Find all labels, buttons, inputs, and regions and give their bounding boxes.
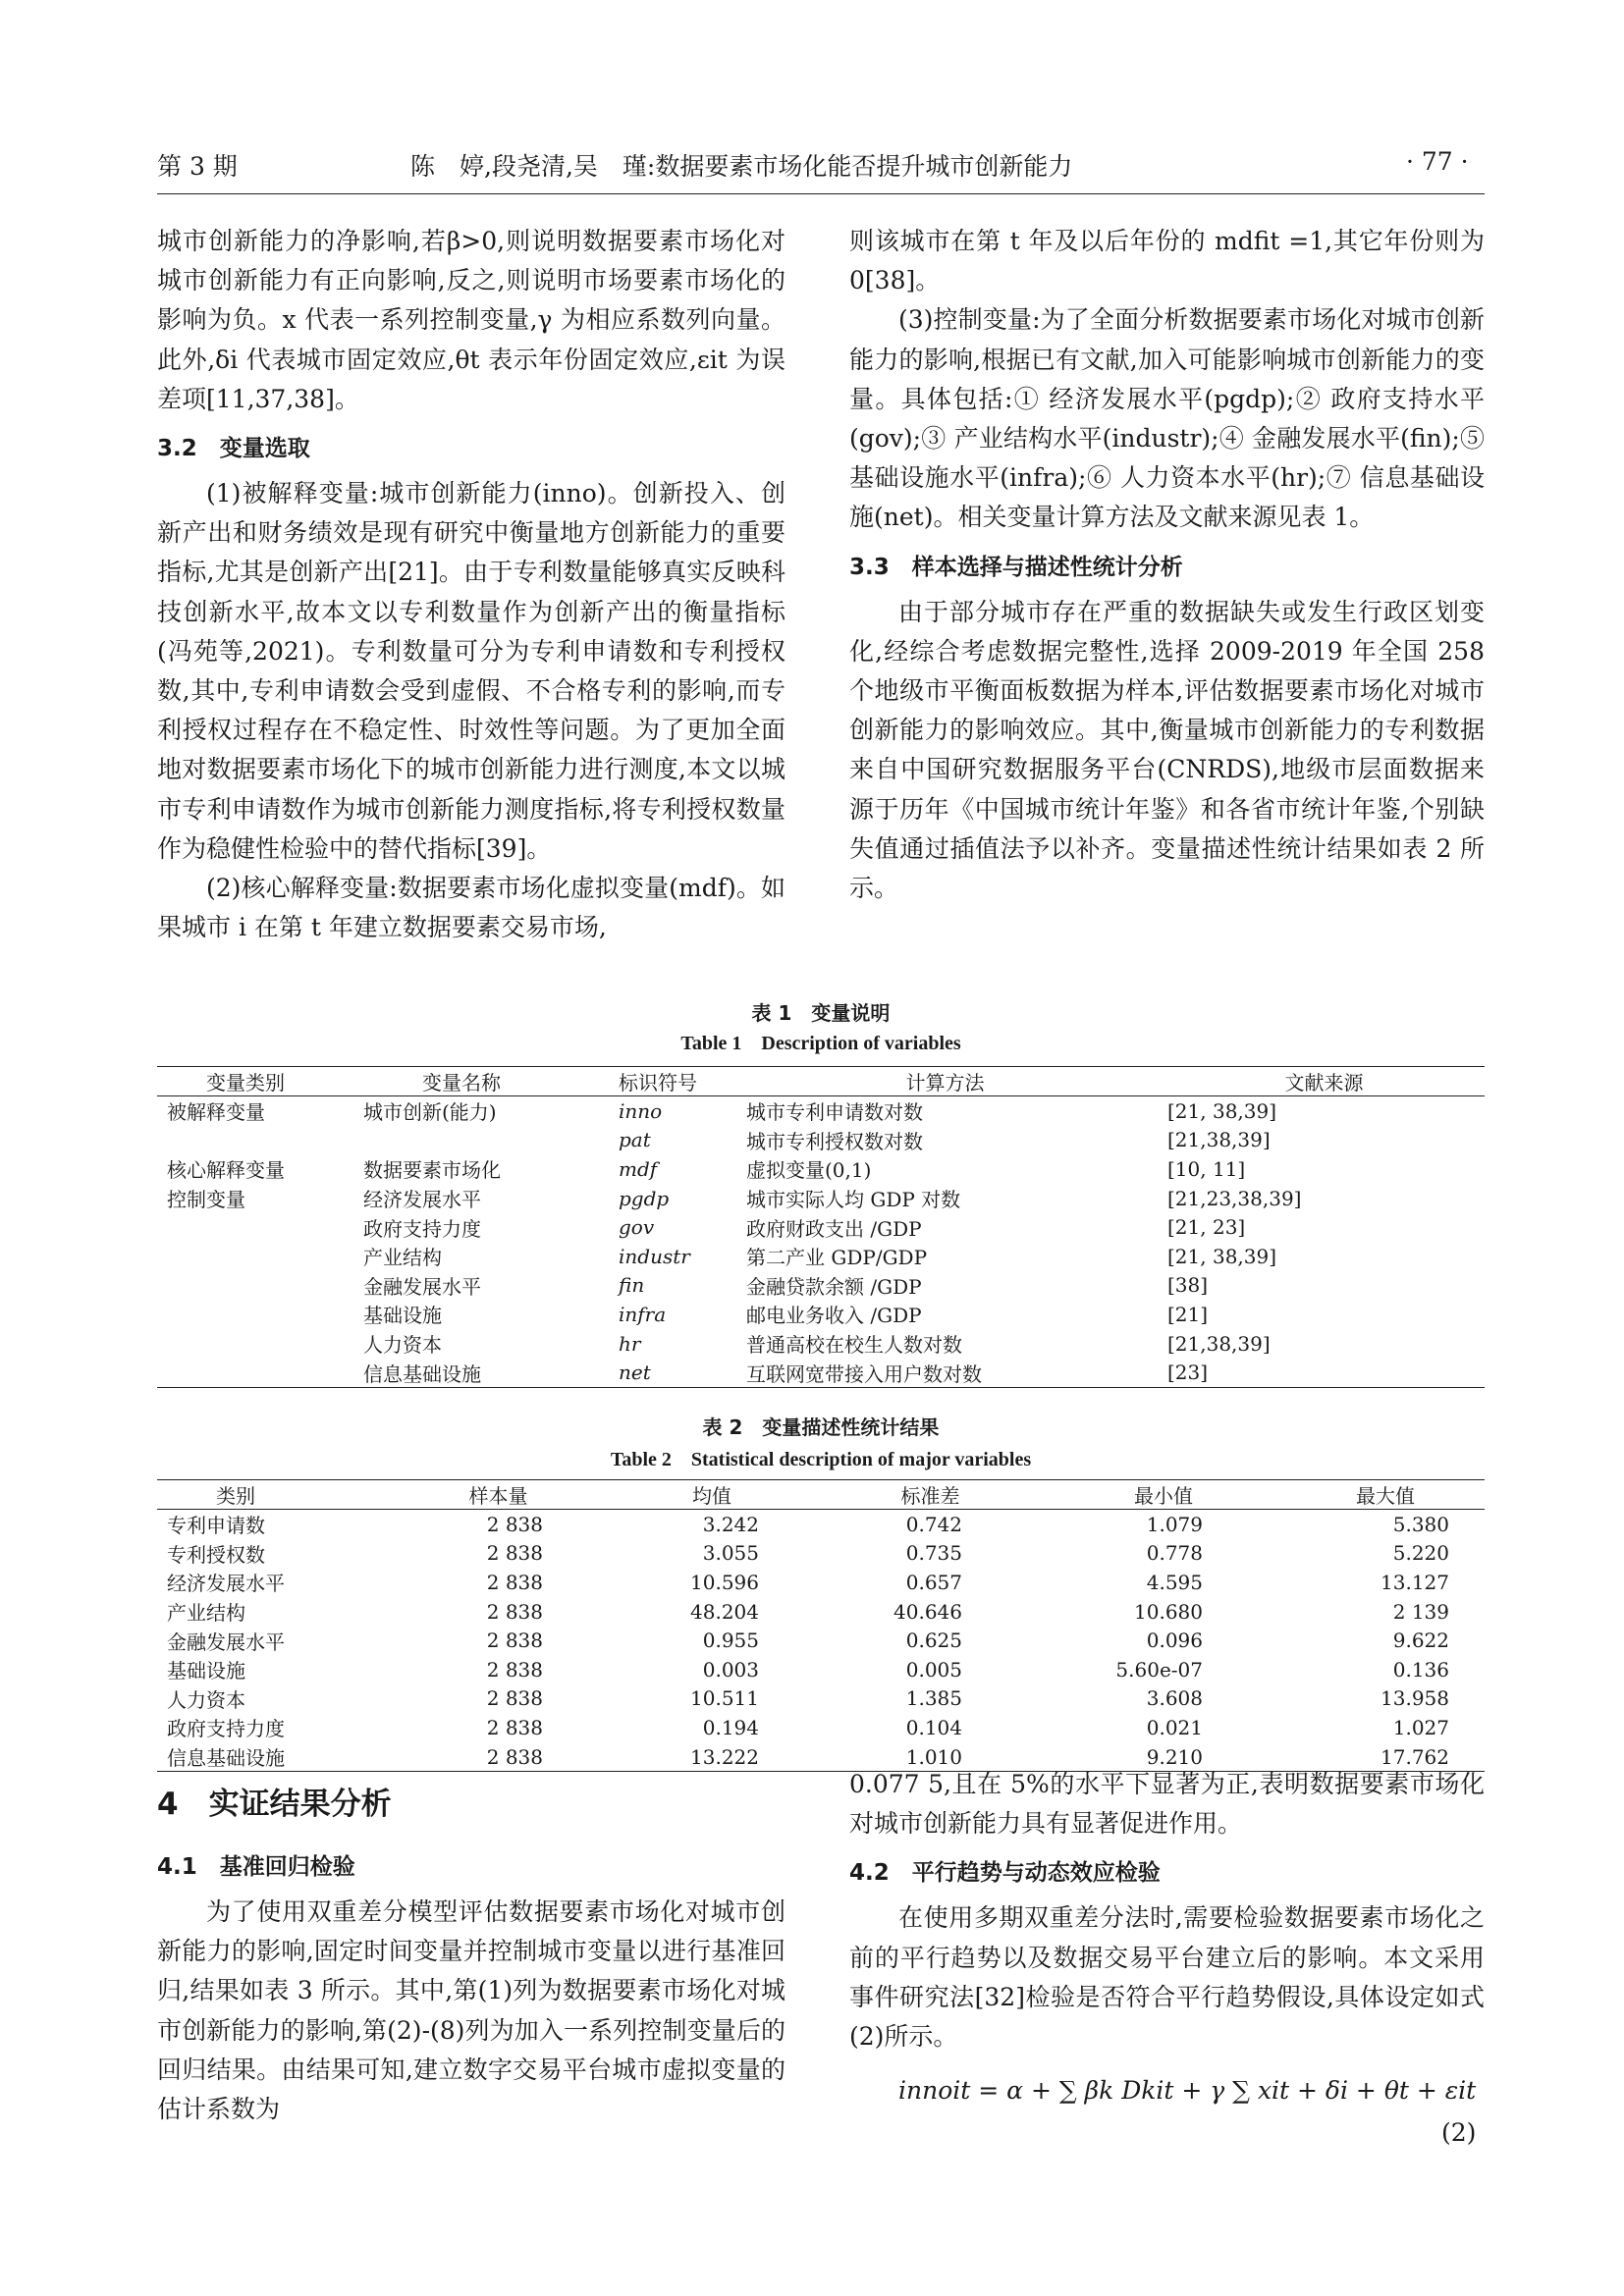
paragraph: 0.077 5,且在 5%的水平下显著为正,表明数据要素市场化对城市创新能力具有显著促进作用。 xyxy=(849,1770,1485,1839)
left-column-top xyxy=(157,222,785,947)
table2-row xyxy=(157,1597,1485,1627)
section-heading-4-2: 4.2 平行趋势与动态效应检验 xyxy=(849,1860,1161,1887)
table2-cell: 0.136 xyxy=(1392,1657,1449,1682)
table2-caption-zh: 表 2 变量描述性统计结果 xyxy=(702,1415,940,1439)
table1-cell xyxy=(334,1126,589,1155)
table1-cell: gov xyxy=(619,1215,655,1240)
table1-row xyxy=(157,1300,1485,1329)
table2-cell: 13.958 xyxy=(1380,1686,1449,1711)
paragraph: (2)核心解释变量:数据要素市场化虚拟变量(mdf)。如果城市 i 在第 t 年建立数据要素交易市场, xyxy=(157,874,785,942)
table1-cell: [21,38,39] xyxy=(1167,1331,1271,1356)
table2-cell: 0.096 xyxy=(1146,1629,1203,1653)
table2-cell: 金融发展水平 xyxy=(167,1629,285,1654)
table1-cell: pat xyxy=(619,1128,651,1152)
table2-cell: 2 838 xyxy=(486,1541,543,1566)
table1-header-cell: 变量名称 xyxy=(334,1067,589,1096)
table2-header-cell: 类别 xyxy=(157,1480,393,1510)
table1-cell: 城市专利申请数对数 xyxy=(746,1100,923,1125)
table1-cell: 城市创新(能力) xyxy=(363,1100,497,1125)
section-heading-3-2: 3.2 变量选取 xyxy=(157,436,310,462)
table1-cell: 普通高校在校生人数对数 xyxy=(746,1333,962,1358)
table1-cell: 政府财政支出 /GDP xyxy=(746,1216,922,1241)
table1-header-row xyxy=(157,1067,1485,1096)
table1-row xyxy=(157,1184,1485,1213)
table1-cell: [21,38,39] xyxy=(1167,1128,1271,1152)
table1-row xyxy=(157,1271,1485,1301)
table2-cell: 2 838 xyxy=(486,1599,543,1624)
right-column-top xyxy=(849,222,1485,908)
table1-cell: inno xyxy=(619,1098,663,1123)
table1-cell: [23] xyxy=(1164,1358,1485,1387)
table2-row xyxy=(157,1568,1485,1597)
table2-row xyxy=(157,1626,1485,1655)
table2-cell: 1.385 xyxy=(905,1686,962,1711)
table1-cell: [38] xyxy=(1167,1273,1209,1298)
table1 xyxy=(157,1066,1485,1388)
table1-row xyxy=(157,1242,1485,1271)
table1-cell: 第二产业 GDP/GDP xyxy=(746,1246,928,1270)
table2-cell: 0.005 xyxy=(905,1657,962,1682)
table1-header-cell: 标识符号 xyxy=(589,1067,727,1096)
table1-cell: [21,23,38,39] xyxy=(1167,1186,1302,1210)
table1-cell: pgdp xyxy=(619,1186,670,1210)
table2-cell: 信息基础设施 xyxy=(157,1742,393,1772)
table2-cell: 2 838 xyxy=(486,1715,543,1739)
table2-cell: 专利申请数 xyxy=(167,1514,265,1538)
table2-cell: 1.079 xyxy=(1146,1512,1203,1536)
section-heading-3-3: 3.3 样本选择与描述性统计分析 xyxy=(849,554,1183,580)
table1-cell: 基础设施 xyxy=(363,1304,442,1328)
table2-cell: 2 838 xyxy=(393,1742,604,1772)
table2-cell: 5.220 xyxy=(1392,1541,1449,1566)
table1-cell: [21, 38,39] xyxy=(1167,1244,1277,1268)
table2-cell: 2 838 xyxy=(486,1629,543,1653)
table2-cell: 2 838 xyxy=(486,1686,543,1711)
table2 xyxy=(157,1479,1485,1772)
table1-cell: 信息基础设施 xyxy=(334,1358,589,1387)
table2-cell: 10.680 xyxy=(1134,1599,1203,1624)
table2-cell: 0.735 xyxy=(905,1541,962,1566)
table1-cell: hr xyxy=(619,1331,641,1356)
table1-header-cell: 文献来源 xyxy=(1164,1067,1485,1096)
table1-cell: 数据要素市场化 xyxy=(363,1158,501,1183)
table1-cell: 城市专利授权数对数 xyxy=(746,1129,923,1153)
table2-cell: 40.646 xyxy=(893,1599,962,1624)
page-number: · 77 · xyxy=(1406,147,1469,176)
table1-cell: 人力资本 xyxy=(363,1333,442,1358)
table2-header-cell: 最小值 xyxy=(1041,1480,1286,1510)
table1-cell: 虚拟变量(0,1) xyxy=(746,1158,872,1183)
table1-cell: 控制变量 xyxy=(167,1188,245,1212)
paragraph: (3)控制变量:为了全面分析数据要素市场化对城市创新能力的影响,根据已有文献,加入可能影响城市创新能力的变量。具体包括:① 经济发展水平(pgdp);② 政府支持水平(gov);③ 产业结构水平(industr);④ 金融发展水平(fin);⑤ 基础设施水平(infra);⑥ 人力资本水平(hr);⑦ 信息基础设施(net)。相关变量计算方法及文献来源见表 1。 xyxy=(849,305,1485,532)
table1-cell: 政府支持力度 xyxy=(363,1216,481,1241)
table2-cell: 10.511 xyxy=(690,1686,759,1711)
table2-cell: 10.596 xyxy=(690,1570,759,1594)
table2-cell: 2 838 xyxy=(486,1570,543,1594)
table2-cell: 0.021 xyxy=(1146,1715,1203,1739)
table1-cell: net xyxy=(589,1358,727,1387)
table2-cell: 基础设施 xyxy=(167,1659,245,1683)
table2-cell: 2 838 xyxy=(486,1657,543,1682)
table2-cell: 专利授权数 xyxy=(167,1542,265,1567)
table2-cell: 1.010 xyxy=(820,1742,1041,1772)
table2-cell: 0.194 xyxy=(702,1715,759,1739)
table2-cell: 2 838 xyxy=(486,1512,543,1536)
table1-cell: mdf xyxy=(619,1156,658,1181)
table1-cell xyxy=(157,1271,334,1301)
table1-cell xyxy=(157,1329,334,1359)
table2-cell: 2 139 xyxy=(1392,1599,1449,1624)
table2-cell: 人力资本 xyxy=(167,1687,245,1712)
table2-row xyxy=(157,1713,1485,1742)
table1-caption-zh: 表 1 变量说明 xyxy=(751,1001,891,1025)
issue-number: 第 3 期 xyxy=(157,152,238,181)
table1-row xyxy=(157,1329,1485,1359)
table2-cell: 产业结构 xyxy=(167,1601,245,1626)
table1-cell: infra xyxy=(619,1302,667,1326)
table1-row xyxy=(157,1212,1485,1242)
paragraph: 为了使用双重差分模型评估数据要素市场化对城市创新能力的影响,固定时间变量并控制城市变量以进行基准回归,结果如表 3 所示。其中,第(1)列为数据要素市场化对城市创新能力的影响,第(2)-(8)列为加入一系列控制变量后的回归结果。由结果可知,建立数字交易平台城市虚拟变量的估计系数为 xyxy=(157,1897,785,2124)
table1-cell: 产业结构 xyxy=(363,1246,442,1270)
table2-cell: 0.104 xyxy=(905,1715,962,1739)
table2-cell: 5.380 xyxy=(1392,1512,1449,1536)
table2-caption-en: Table 2 Statistical description of major variables xyxy=(610,1449,1032,1470)
paragraph: 由于部分城市存在严重的数据缺失或发生行政区划变化,经综合考虑数据完整性,选择 2009-2019 年全国 258 个地级市平衡面板数据为样本,评估数据要素市场化对城市创新能力的影响效应。其中,衡量城市创新能力的专利数据来自中国研究数据服务平台(CNRDS),地级市层面数据来源于历年《中国城市统计年鉴》和各省市统计年鉴,个别缺失值通过插值法予以补齐。变量描述性统计结果如表 2 所示。 xyxy=(849,597,1485,903)
table1-cell: 核心解释变量 xyxy=(167,1158,285,1183)
table2-cell: 0.625 xyxy=(905,1629,962,1653)
paragraph: 在使用多期双重差分法时,需要检验数据要素市场化之前的平行趋势以及数据交易平台建立后的影响。本文采用事件研究法[32]检验是否符合平行趋势假设,具体设定如式(2)所示。 xyxy=(849,1903,1485,2052)
table2-cell: 17.762 xyxy=(1286,1742,1485,1772)
table2-cell: 0.778 xyxy=(1146,1541,1203,1566)
table2-cell: 4.595 xyxy=(1146,1570,1203,1594)
table2-cell: 0.657 xyxy=(905,1570,962,1594)
table1-row xyxy=(157,1154,1485,1184)
table2-row xyxy=(157,1539,1485,1569)
table1-cell xyxy=(157,1242,334,1271)
table1-cell xyxy=(157,1358,334,1387)
table1-cell: [10, 11] xyxy=(1167,1156,1246,1181)
table2-cell: 3.055 xyxy=(702,1541,759,1566)
table1-header-cell: 变量类别 xyxy=(157,1067,334,1096)
table2-cell: 3.242 xyxy=(702,1512,759,1536)
table2-cell: 政府支持力度 xyxy=(167,1717,285,1741)
table2-cell: 9.622 xyxy=(1392,1629,1449,1653)
table2-header-cell: 标准差 xyxy=(820,1480,1041,1510)
equation-number: (2) xyxy=(1441,2118,1477,2147)
table2-header-cell: 样本量 xyxy=(393,1480,604,1510)
table1-cell: 金融贷款余额 /GDP xyxy=(746,1274,922,1299)
table1-cell: 金融发展水平 xyxy=(363,1274,481,1299)
table2-row xyxy=(157,1655,1485,1684)
table2-cell: 0.742 xyxy=(905,1512,962,1536)
table2-cell: 48.204 xyxy=(690,1599,759,1624)
table1-cell: 邮电业务收入 /GDP xyxy=(746,1304,922,1328)
table1-cell: [21, 23] xyxy=(1167,1215,1246,1240)
table2-cell: 3.608 xyxy=(1146,1686,1203,1711)
table2-cell: 经济发展水平 xyxy=(167,1572,285,1596)
table2-cell: 0.955 xyxy=(702,1629,759,1653)
running-title: 陈 婷,段尧清,吴 瑾:数据要素市场化能否提升城市创新能力 xyxy=(410,152,1073,181)
table2-header-cell: 最大值 xyxy=(1286,1480,1485,1510)
section-heading-4: 4 实证结果分析 xyxy=(157,1787,392,1822)
table1-header-cell: 计算方法 xyxy=(727,1067,1164,1096)
table2-cell: 13.222 xyxy=(604,1742,820,1772)
table1-cell: industr xyxy=(619,1244,690,1268)
table2-cell: 13.127 xyxy=(1380,1570,1449,1594)
table2-header-cell: 均值 xyxy=(604,1480,820,1510)
table1-cell: fin xyxy=(619,1273,645,1298)
section-heading-4-1: 4.1 基准回归检验 xyxy=(157,1854,355,1880)
left-column-bottom xyxy=(157,1783,785,2129)
table1-row xyxy=(157,1358,1485,1387)
table2-row xyxy=(157,1510,1485,1539)
equation-2: innoit = α + ∑ βk Dkit + γ ∑ xit + δi + θt + εit xyxy=(898,2076,1477,2105)
table2-cell: 5.60e-07 xyxy=(1115,1657,1203,1682)
header-rule xyxy=(157,193,1485,194)
table1-row xyxy=(157,1126,1485,1155)
paragraph: 则该城市在第 t 年及以后年份的 mdfit =1,其它年份则为 0[38]。 xyxy=(849,227,1485,295)
table2-row xyxy=(157,1684,1485,1714)
table1-cell: 互联网宽带接入用户数对数 xyxy=(727,1358,1164,1387)
table2-cell: 1.027 xyxy=(1392,1715,1449,1739)
table1-cell xyxy=(157,1300,334,1329)
table2-cell: 9.210 xyxy=(1041,1742,1286,1772)
table1-cell xyxy=(157,1126,334,1155)
paragraph: 城市创新能力的净影响,若β>0,则说明数据要素市场化对城市创新能力有正向影响,反之,则说明市场要素市场化的影响为负。x 代表一系列控制变量,γ 为相应系数列向量。此外,δi 代表城市固定效应,θt 表示年份固定效应,εit 为误差项[11,37,38]。 xyxy=(157,227,785,413)
table2-cell: 0.003 xyxy=(702,1657,759,1682)
table1-cell: 经济发展水平 xyxy=(363,1188,481,1212)
table1-caption-en: Table 1 Description of variables xyxy=(680,1033,961,1054)
table2-header-row xyxy=(157,1480,1485,1510)
paragraph: (1)被解释变量:城市创新能力(inno)。创新投入、创新产出和财务绩效是现有研究中衡量地方创新能力的重要指标,尤其是创新产出[21]。由于专利数量能够真实反映科技创新水平,故本文以专利数量作为创新产出的衡量指标(冯苑等,2021)。专利数量可分为专利申请数和专利授权数,其中,专利申请数会受到虚假、不合格专利的影响,而专利授权过程存在不稳定性、时效性等问题。为了更加全面地对数据要素市场化下的城市创新能力进行测度,本文以城市专利申请数作为城市创新能力测度指标,将专利授权数量作为稳健性检验中的替代指标[39]。 xyxy=(157,479,785,863)
table1-cell xyxy=(157,1212,334,1242)
right-column-bottom xyxy=(849,1765,1485,2056)
table1-cell: [21] xyxy=(1167,1302,1209,1326)
table1-cell: 被解释变量 xyxy=(167,1100,265,1125)
table1-cell: [21, 38,39] xyxy=(1167,1098,1277,1123)
table1-row xyxy=(157,1096,1485,1126)
table1-cell: 城市实际人均 GDP 对数 xyxy=(746,1188,961,1212)
